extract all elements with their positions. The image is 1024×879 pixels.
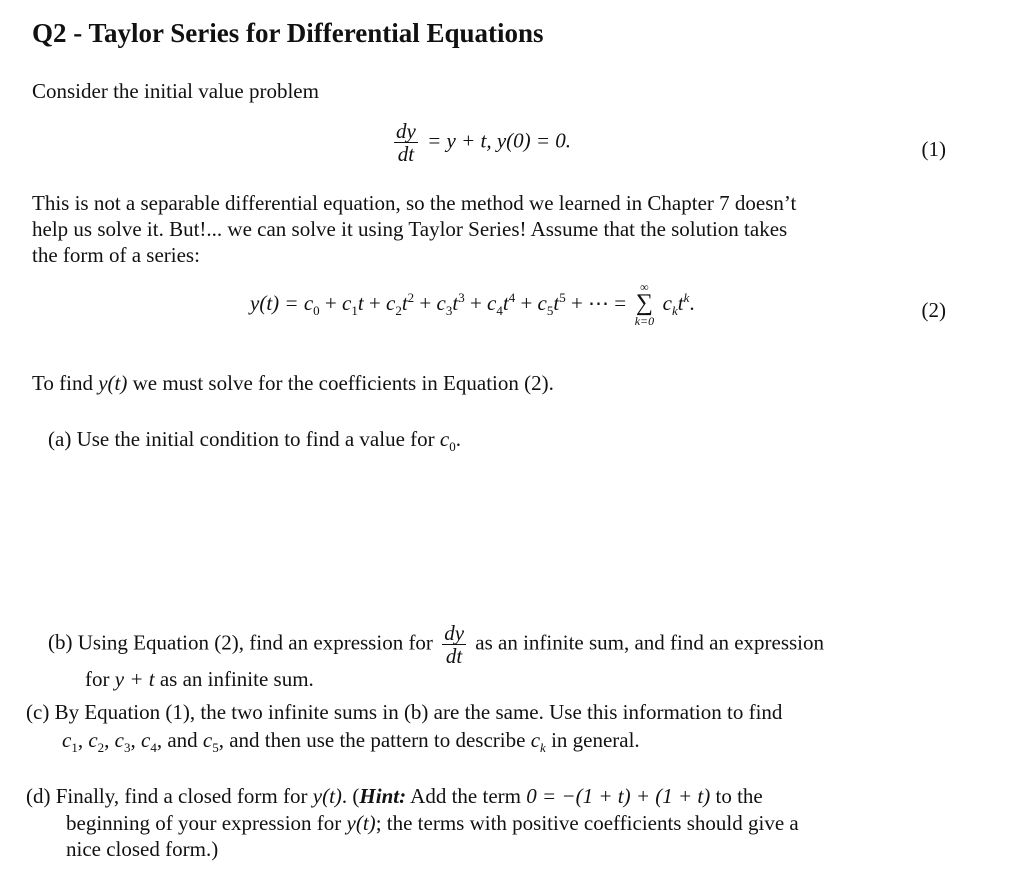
part-c-line-1: (c) By Equation (1), the two infinite sums in (b) are the same. Use this information to find [26,700,783,724]
part-d-line-2: beginning of your expression for y(t); the terms with positive coefficients should give a [66,811,799,835]
question-title: Q2 - Taylor Series for Differential Equations [32,18,544,48]
part-d-line-3: nice closed form.) [66,837,219,861]
paragraph-2-line-2: help us solve it. But!... we can solve it using Taylor Series! Assume that the solution takes [32,217,788,241]
part-a-label: (a) [48,427,72,451]
dy-dt-fraction: $\frac{dy}{dt}$ [396,119,416,166]
part-b-line-2: for y + t as an infinite sum. [85,667,314,691]
intro-text: Consider the initial value problem [32,79,319,103]
part-a: (a) Use the initial condition to find a value for $c_0$. [48,427,461,455]
paragraph-2-line-3: the form of a series: [32,243,200,267]
part-b-line-1: (b) Using Equation (2), find an expression for $\frac{dy}{dt}$ as an infinite sum, and find an expression [48,621,825,668]
part-c-label: (c) [26,700,50,724]
paragraph-3: To find y(t) we must solve for the coefficients in Equation (2). [32,371,554,395]
part-b-fraction: $\frac{dy}{dt}$ [444,621,465,668]
paragraph-2-line-1: This is not a separable differential equation, so the method we learned in Chapter 7 doesn’t [32,191,797,215]
equation-2: $y(t) = c_0 + c_1t + c_2t^2 + c_3t^3 + c_4t^4 + c_5t^5$ + ⋯ = ∞ ∑ k=0 $c_kt^k$. [250,280,695,328]
equation-2-number: (2) [921,298,946,322]
part-d-line-1: (d) Finally, find a closed form for y(t). (Hint: Add the term 0 = −(1 + t) + (1 + t) to the [26,784,763,808]
equation-1-number: (1) [921,137,946,161]
part-c-line-2: $c_1$, $c_2$, $c_3$, $c_4$, and $c_5$, and then use the pattern to describe $c_k$ in general. [62,728,640,756]
part-d-label: (d) [26,784,51,808]
equation-1 [390,120,571,165]
equation-1-rhs: = y + t, y(0) = 0. [427,128,572,153]
part-b-label: (b) [48,630,73,655]
summation-sign: ∞ ∑ k=0 [634,280,655,328]
